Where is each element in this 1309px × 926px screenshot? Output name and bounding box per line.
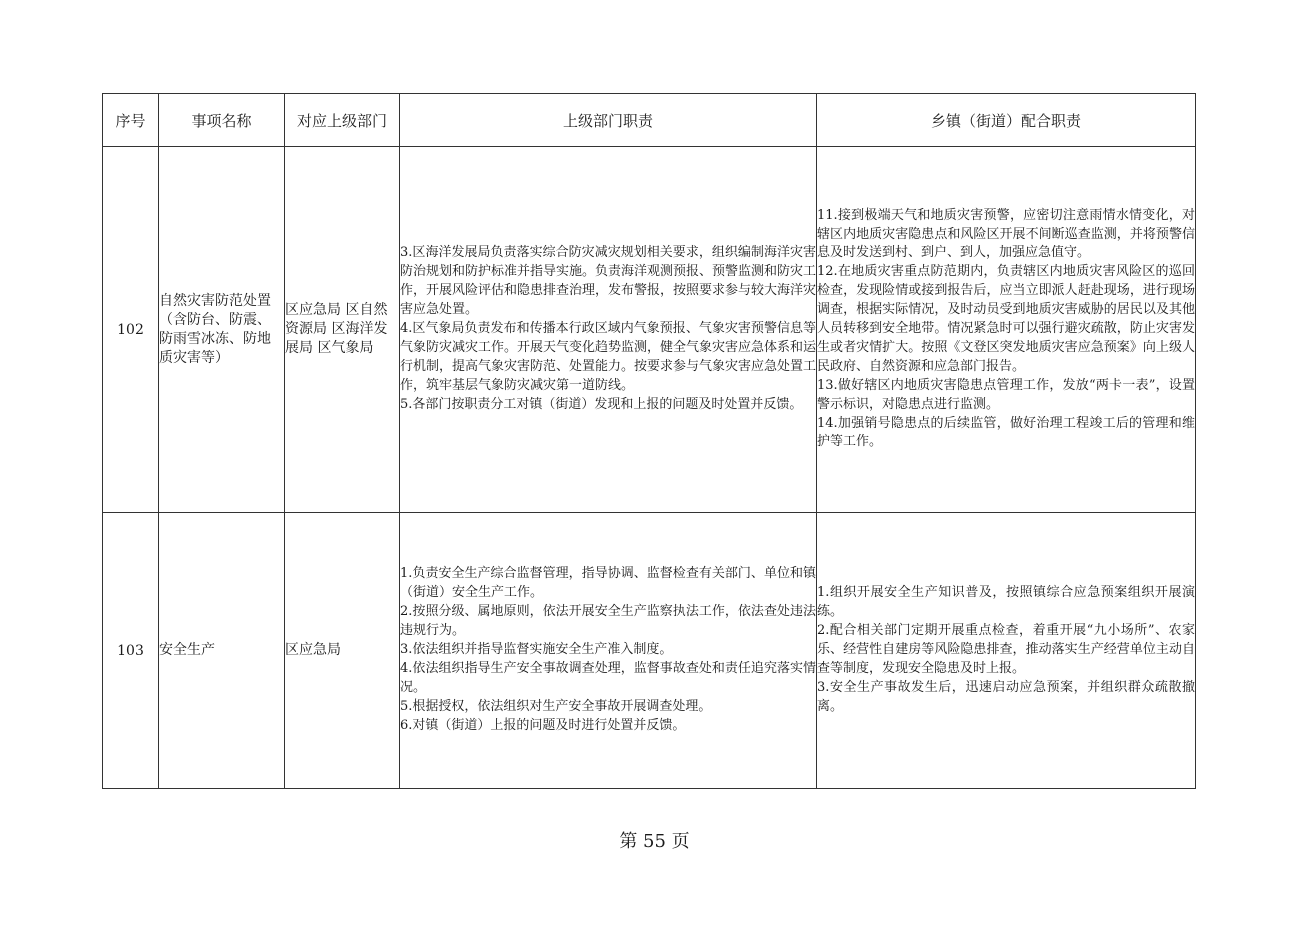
department-line: 区应急局 (285, 302, 341, 318)
duty-paragraph: 14.加强销号隐患点的后续监管，做好治理工程竣工后的管理和维护等工作。 (817, 415, 1195, 450)
table-row (103, 513, 1196, 789)
duty-paragraph: 1.负责安全生产综合监督管理，指导协调、监督检查有关部门、单位和镇（街道）安全生产工作。 (400, 566, 816, 601)
item-name-cell: 安全生产 (159, 513, 285, 789)
department-line: 区自然资源局 (285, 302, 388, 337)
department-cell (285, 147, 400, 513)
header-town-duties: 乡镇（街道）配合职责 (817, 94, 1196, 147)
duty-paragraph: 3.安全生产事故发生后，迅速启动应急预案，并组织群众疏散撤离。 (817, 679, 1195, 714)
duty-paragraph: 11.接到极端天气和地质灾害预警，应密切注意雨情水情变化，对辖区内地质灾害隐患点和风险区开展不间断巡查监测，并将预警信息及时发送到村、到户、到人，加强应急值守。 (817, 207, 1195, 261)
duty-paragraph: 5.各部门按职责分工对镇（街道）发现和上报的问题及时处置并反馈。 (400, 396, 803, 412)
duty-paragraph: 12.在地质灾害重点防范期内，负责辖区内地质灾害风险区的巡回检查，发现险情或接到报告后，应当立即派人赶赴现场，进行现场调查，根据实际情况，及时动员受到地质灾害威胁的居民以及其他人员转移到安全地带。情况紧急时可以强行避灾疏散，防止灾害发生或者灾情扩大。按照《文登区突发地质灾害应急预案》向上级人民政府、自然资源和应急部门报告。 (817, 264, 1195, 374)
department-line: 区气象局 (317, 340, 374, 356)
upper-duties-cell (400, 513, 817, 789)
header-upper-duties: 上级部门职责 (400, 94, 817, 147)
town-duties-cell (817, 513, 1196, 789)
department-cell (285, 513, 400, 789)
duty-paragraph: 13.做好辖区内地质灾害隐患点管理工作，发放“两卡一表”，设置警示标识，对隐患点进行监测。 (817, 377, 1195, 412)
header-upper-department: 对应上级部门 (285, 94, 400, 147)
responsibility-table (102, 93, 1196, 789)
serial-number-cell: 102 (103, 147, 159, 513)
header-item-name: 事项名称 (159, 94, 285, 147)
duty-paragraph: 3.依法组织并指导监督实施安全生产准入制度。 (400, 642, 673, 658)
table-row (103, 147, 1196, 513)
duty-paragraph: 1.组织开展安全生产知识普及，按照镇综合应急预案组织开展演练。 (817, 585, 1195, 620)
duty-paragraph: 2.配合相关部门定期开展重点检查，着重开展“九小场所”、农家乐、经营性自建房等风险隐患排查，推动落实生产经营单位主动自查等制度，发现安全隐患及时上报。 (817, 623, 1195, 676)
department-line: 区海洋发展局 (285, 321, 388, 356)
department-line: 区应急局 (285, 642, 341, 658)
header-serial-number: 序号 (103, 94, 159, 147)
duty-paragraph: 5.根据授权，依法组织对生产安全事故开展调查处理。 (400, 698, 712, 714)
duty-paragraph: 2.按照分级、属地原则，依法开展安全生产监察执法工作，依法查处违法违规行为。 (400, 604, 816, 639)
duty-paragraph: 4.区气象局负责发布和传播本行政区域内气象预报、气象灾害预警信息等气象防灾减灾工作。开展天气变化趋势监测，健全气象灾害应急体系和运行机制，提高气象灾害防范、处置能力。按要求参与气象灾害应急处置工作，筑牢基层气象防灾减灾第一道防线。 (400, 321, 817, 393)
serial-number-cell: 103 (103, 513, 159, 789)
item-name-cell: 自然灾害防范处置（含防台、防震、防雨雪冰冻、防地质灾害等） (159, 147, 285, 513)
duty-paragraph: 6.对镇（街道）上报的问题及时进行处置并反馈。 (400, 717, 686, 733)
table-header-row (103, 94, 1196, 147)
upper-duties-cell (400, 147, 817, 513)
town-duties-cell (817, 147, 1196, 513)
duty-paragraph: 4.依法组织指导生产安全事故调查处理，监督事故查处和责任追究落实情况。 (400, 660, 816, 695)
duty-paragraph: 3.区海洋发展局负责落实综合防灾减灾规划相关要求，组织编制海洋灾害防治规划和防护标准并指导实施。负责海洋观测预报、预警监测和防灾工作，开展风险评估和隐患排查治理，发布警报，按照要求参与较大海洋灾害应急处置。 (400, 245, 817, 318)
page-number: 第 55 页 (619, 831, 690, 852)
